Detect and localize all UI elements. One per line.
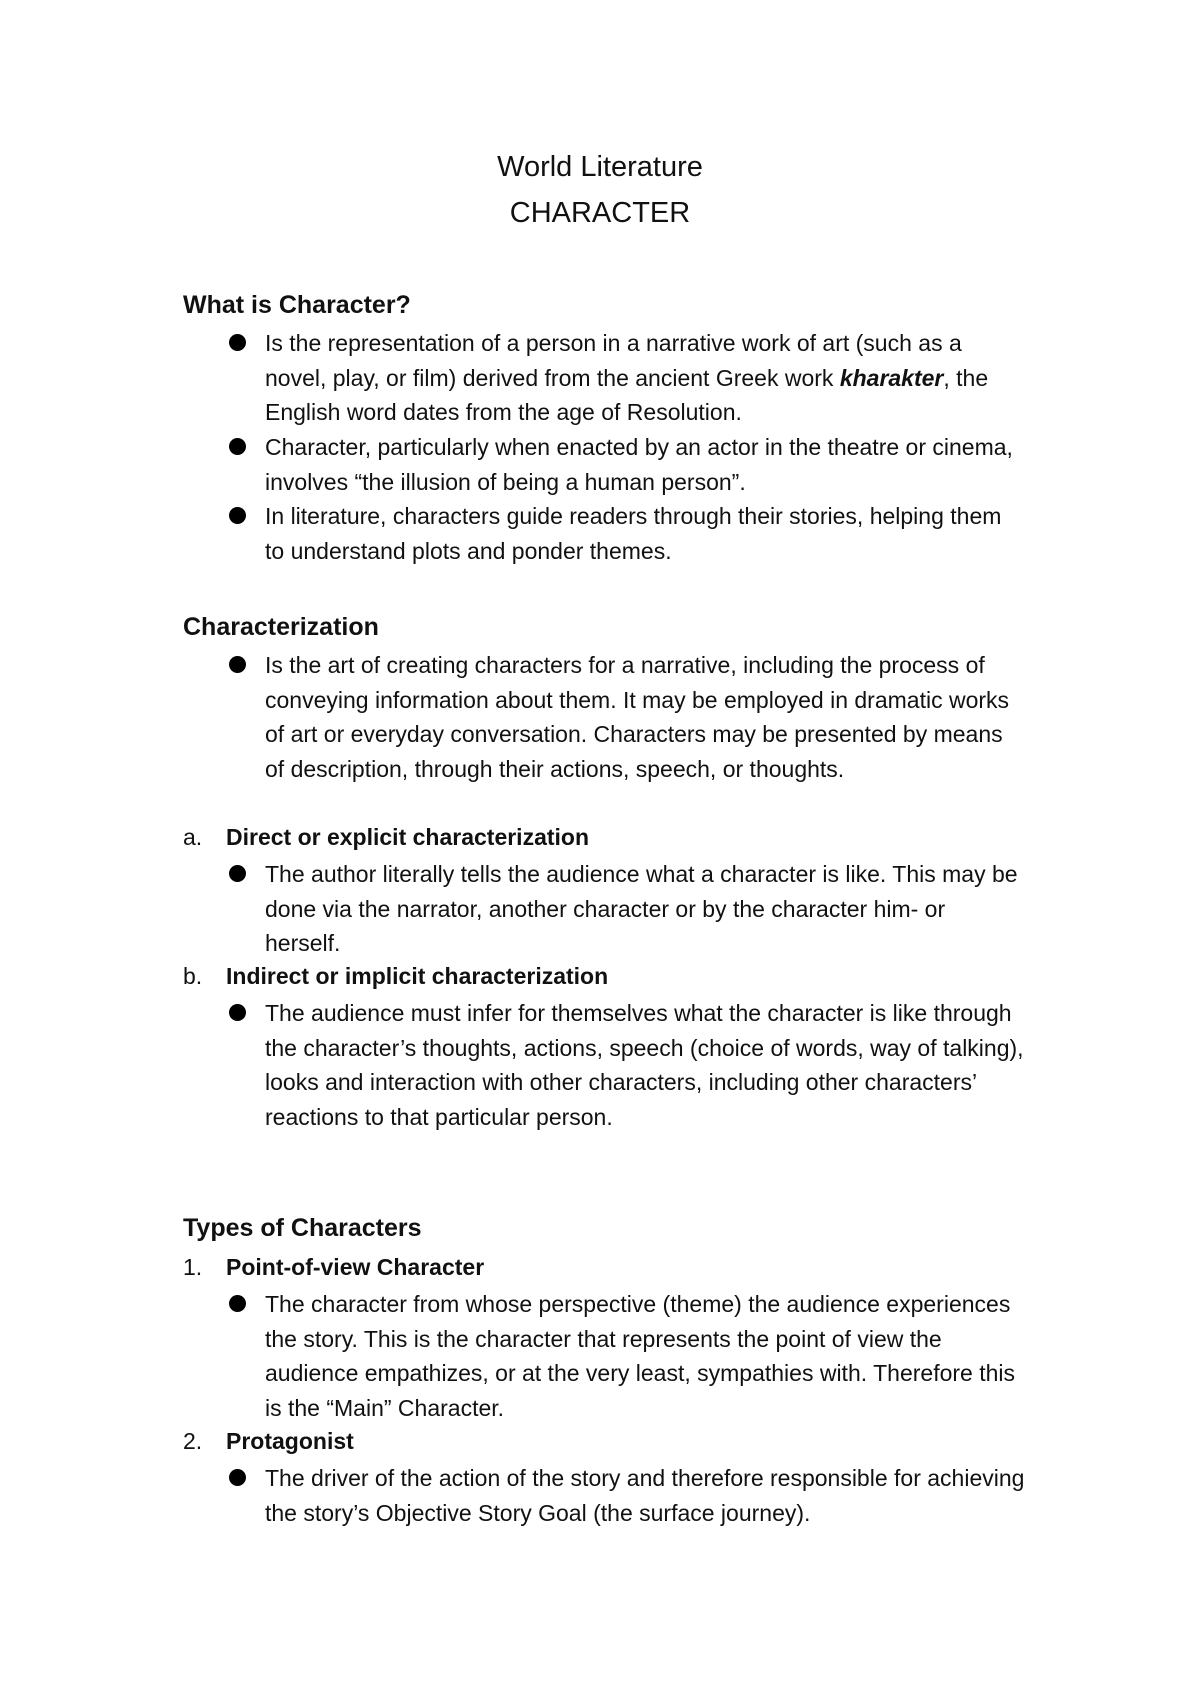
bullet-what-is-1-text-a: Is the representation of a person in a narrative work of art (such as a novel, play, or film) derived from the ancient Greek work [265,330,962,391]
bullet-indirect-characterization: The audience must infer for themselves what the character is like through the character’s thoughts, actions, speech (choice of words, way of talking), looks and interaction with other characters, including other characters’ reactions to that particular person. [265,996,1025,1135]
bullet-point-of-view: The character from whose perspective (theme) the audience experiences the story. This is the character that represents the point of view the audience empathizes, or at the very least, sympathies with. Therefore this is the “Main” Character. [265,1287,1025,1426]
subitem-direct-characterization [183,822,1025,852]
document-title: World Literature [497,151,703,183]
subitem-label-protagonist: Protagonist [226,1428,354,1454]
bullet-characterization-1: Is the art of creating characters for a narrative, including the process of conveying information about them. It may be employed in dramatic works of art or everyday conversation. Characters may be presented by means of description, through their actions, speech, or thoughts. [265,648,1025,787]
bullet-direct-characterization: The author literally tells the audience what a character is like. This may be done via the narrator, another character or by the character him- or herself. [265,857,1025,961]
bullet-what-is-1 [265,326,1025,430]
subitem-label-point-of-view: Point-of-view Character [226,1254,485,1280]
heading-types-of-characters: Types of Characters [183,1214,422,1242]
term-kharakter: kharakter [839,364,944,391]
document-subtitle: CHARACTER [509,197,691,229]
heading-characterization: Characterization [183,613,379,641]
subitem-protagonist [183,1426,1025,1456]
heading-what-is-character: What is Character? [183,291,411,319]
bullet-what-is-3: In literature, characters guide readers through their stories, helping them to understand plots and ponder themes. [265,499,1025,568]
subitem-indirect-characterization [183,961,1025,991]
subitem-point-of-view [183,1252,1025,1282]
subitem-marker-b: b. [183,963,203,989]
bullet-what-is-2: Character, particularly when enacted by an actor in the theatre or cinema, involves “the illusion of being a human person”. [265,430,1025,499]
bullet-what-is-1-text-b: , the English word dates from the age of Resolution. [265,364,989,426]
subitem-marker-2: 2. [183,1428,203,1454]
subitem-marker-1: 1. [183,1254,203,1280]
subitem-label-direct: Direct or explicit characterization [226,824,590,850]
subitem-marker-a: a. [183,824,203,850]
bullet-protagonist: The driver of the action of the story and therefore responsible for achieving the story’s Objective Story Goal (the surface journey). [265,1461,1025,1530]
subitem-label-indirect: Indirect or implicit characterization [226,963,609,989]
